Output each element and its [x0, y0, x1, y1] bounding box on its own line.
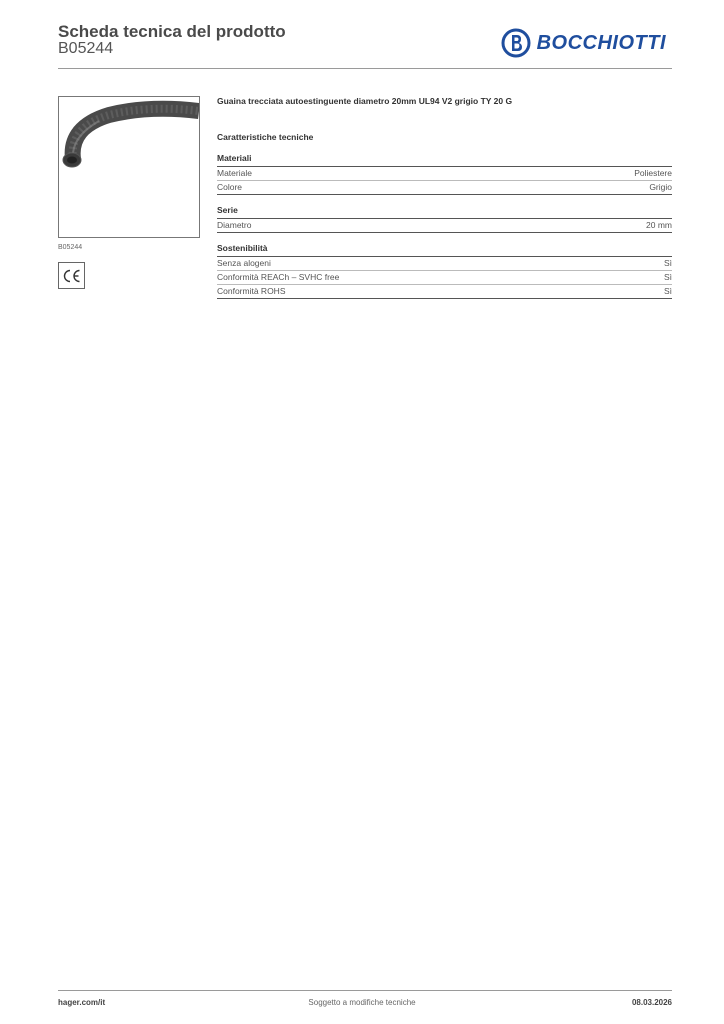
spec-label: Materiale: [217, 168, 252, 178]
product-image: [58, 96, 200, 238]
image-caption: B05244: [58, 244, 83, 251]
bocchiotti-logo-icon: [501, 28, 531, 58]
spec-group-sostenibilita: [217, 243, 672, 299]
spec-row: [217, 167, 672, 181]
tech-specs-heading: Caratteristiche tecniche: [217, 132, 314, 142]
spec-group-title: Sostenibilità: [217, 243, 672, 257]
spec-row: [217, 271, 672, 285]
brand-logo: [501, 28, 666, 58]
spec-group-serie: [217, 205, 672, 233]
spec-value: Sì: [663, 286, 672, 296]
spec-label: Colore: [217, 182, 243, 192]
logo-wordmark: BOCCHIOTTI: [536, 31, 666, 54]
product-code: B05244: [58, 40, 114, 57]
product-details: [217, 96, 672, 299]
footer-divider: [58, 990, 672, 991]
spec-row: [217, 219, 672, 233]
spec-value: Sì: [663, 272, 672, 282]
spec-group-title: Serie: [217, 205, 672, 219]
spec-label: Conformità ROHS: [217, 286, 286, 296]
spec-label: Diametro: [217, 220, 252, 230]
spec-value: 20 mm: [646, 220, 672, 230]
spec-value: Grigio: [649, 182, 672, 192]
footer-date: 08.03.2026: [631, 998, 672, 1007]
braided-sleeve-picture: [59, 97, 199, 237]
spec-row: [217, 257, 672, 271]
footer-website-link[interactable]: hager.com/it: [58, 998, 106, 1007]
spec-label: Conformità REACh – SVHC free: [217, 272, 340, 282]
document-title: Scheda tecnica del prodotto: [58, 22, 286, 41]
ce-mark-icon: [58, 262, 85, 289]
spec-value: Sì: [663, 258, 672, 268]
footer-note: Soggetto a modifiche tecniche: [308, 998, 416, 1007]
spec-value: Poliestere: [634, 168, 672, 178]
spec-row: [217, 285, 672, 299]
page-header: [58, 20, 672, 68]
header-divider: [58, 68, 672, 69]
spec-group-title: Materiali: [217, 153, 672, 167]
product-name: Guaina trecciata autoestinguente diametro 20mm UL94 V2 grigio TY 20 G: [217, 96, 513, 106]
spec-row: [217, 181, 672, 195]
spec-label: Senza alogeni: [217, 258, 271, 268]
spec-group-materiali: [217, 153, 672, 195]
